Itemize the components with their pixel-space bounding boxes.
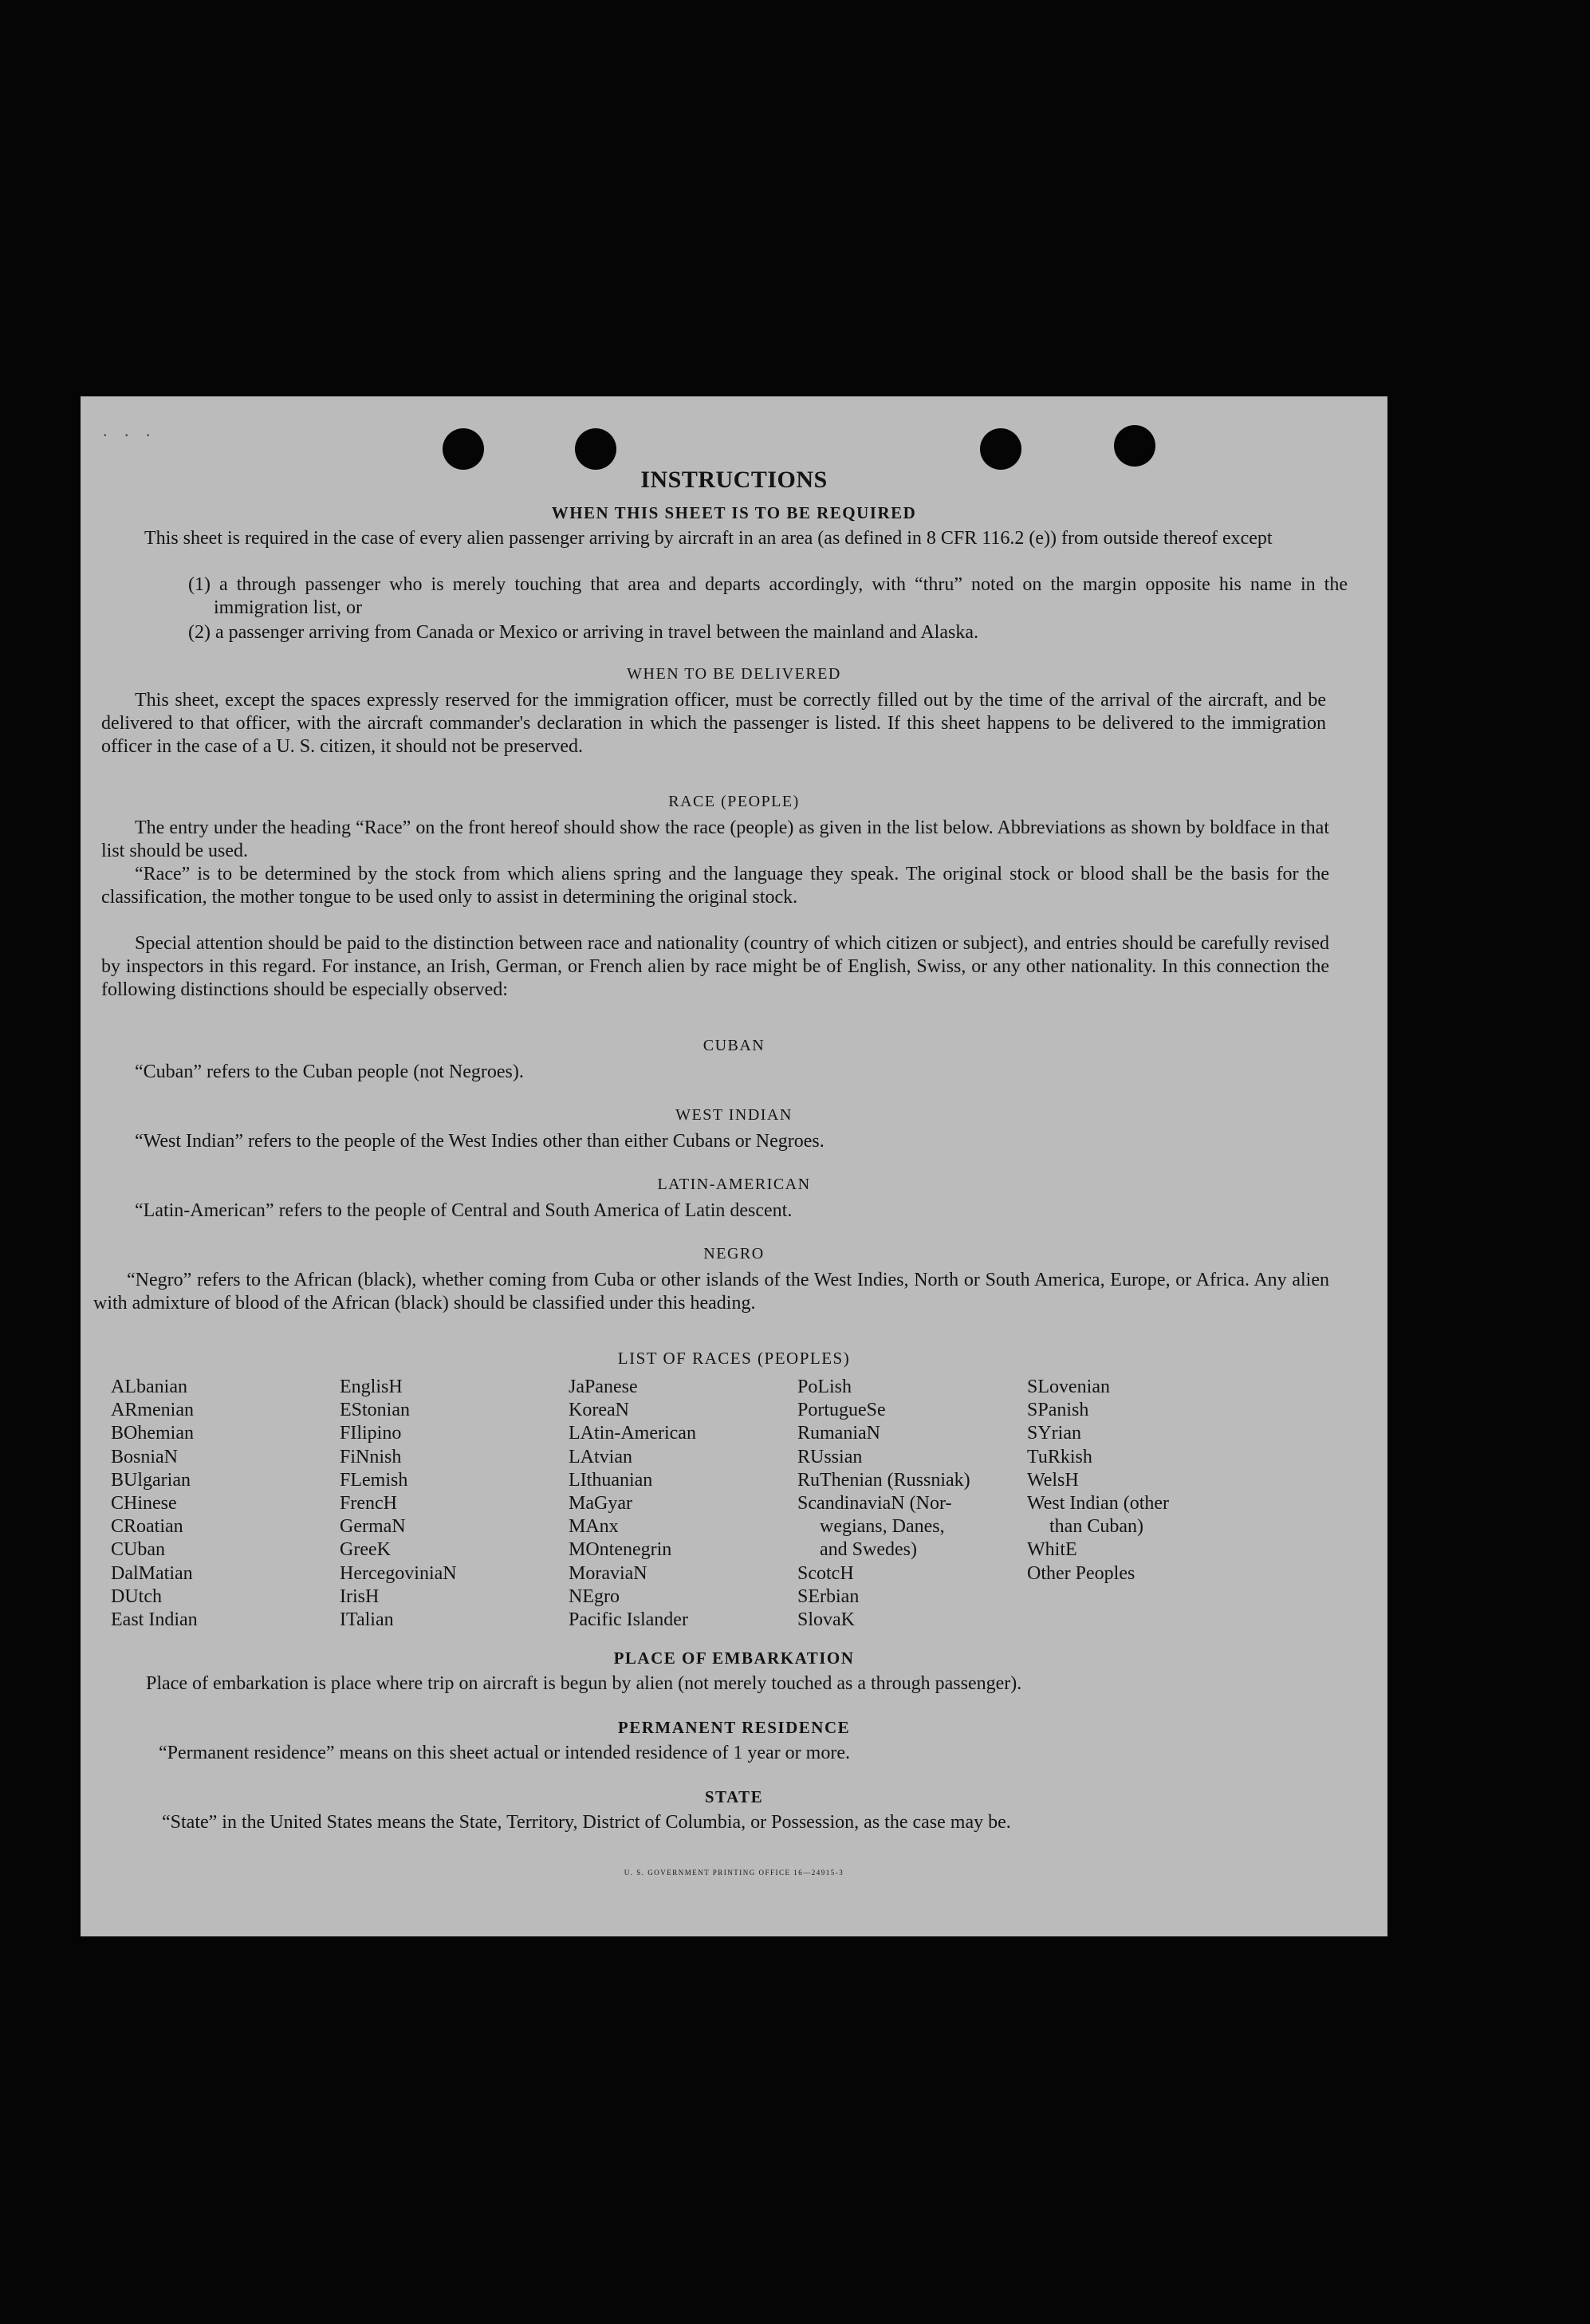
punch-hole <box>1114 425 1155 467</box>
west-indian-text: “West Indian” refers to the people of the West Indies other than either Cubans or Negroes. <box>135 1131 825 1152</box>
race-entry: FiNnish <box>340 1446 402 1467</box>
race-entry: PortugueSe <box>797 1400 886 1421</box>
race-entry: ScandinaviaN (Nor- <box>797 1493 952 1515</box>
race-entry: FIlipino <box>340 1423 402 1444</box>
negro-text: “Negro” refers to the African (black), whether coming from Cuba or other islands of the West Indies, North or South America, Europe, or Africa. Any alien with admixture of blood of the African (black) should be classified under this heading. <box>93 1270 1329 1314</box>
race-entry: wegians, Danes, <box>820 1516 945 1538</box>
race-entry: MAnx <box>569 1516 619 1538</box>
race-entry: DalMatian <box>111 1562 193 1584</box>
race-entry: RuThenian (Russniak) <box>797 1469 970 1491</box>
required-item-2-text: (2) a passenger arriving from Canada or Mexico or arriving in travel between the mainland and Alaska. <box>188 622 978 643</box>
race-entry: SlovaK <box>797 1609 855 1631</box>
race-entry: FLemish <box>340 1469 408 1491</box>
race-paragraph-2: “Race” is to be determined by the stock from which aliens spring and the language they speak. The original stock or blood shall be the basis for the classification, the mother tongue to be used only to assist in determining the original stock. <box>101 864 1329 908</box>
section-heading-delivered: WHEN TO BE DELIVERED <box>627 665 841 683</box>
race-entry: GermaN <box>340 1516 406 1538</box>
race-entry: RumaniaN <box>797 1423 880 1444</box>
race-entry: LIthuanian <box>569 1469 653 1491</box>
race-entry: MOntenegrin <box>569 1539 672 1561</box>
section-heading-residence: PERMANENT RESIDENCE <box>617 1718 851 1737</box>
race-entry: RUssian <box>797 1446 863 1467</box>
race-entry: TuRkish <box>1027 1446 1092 1467</box>
cuban-text: “Cuban” refers to the Cuban people (not Negroes). <box>135 1062 524 1082</box>
printing-office-footer: U. S. GOVERNMENT PRINTING OFFICE 16—24915-3 <box>624 1869 844 1877</box>
race-entry: CHinese <box>111 1493 177 1515</box>
required-item-1-text: (1) a through passenger who is merely touching that area and departs accordingly, with “thru” noted on the margin opposite his name in the immigration list, or <box>188 574 1348 618</box>
punch-hole <box>443 428 484 470</box>
page-title: INSTRUCTIONS <box>640 467 828 493</box>
race-entry: KoreaN <box>569 1400 629 1421</box>
race-entry: SPanish <box>1027 1400 1089 1421</box>
punch-hole <box>575 428 616 470</box>
race-entry: JaPanese <box>569 1377 638 1397</box>
race-entry: and Swedes) <box>820 1539 917 1561</box>
section-heading-negro: NEGRO <box>703 1245 765 1262</box>
race-entry: BosniaN <box>111 1446 178 1467</box>
section-heading-cuban: CUBAN <box>703 1037 765 1054</box>
race-entry: Other Peoples <box>1027 1562 1135 1584</box>
race-entry: EStonian <box>340 1400 410 1421</box>
delivered-text: This sheet, except the spaces expressly reserved for the immigration officer, must be correctly filled out by the time of the arrival of the aircraft, and be delivered to that officer, with the aircraft commander's declaration in which the passenger is listed. If this sheet happens to be delivered to the immigration officer in the case of a U. S. citizen, it should not be preserved. <box>101 690 1326 757</box>
race-entry: CUban <box>111 1539 165 1561</box>
race-entry: EnglisH <box>340 1377 403 1397</box>
race-column-1 <box>111 1376 198 1632</box>
section-heading-required: WHEN THIS SHEET IS TO BE REQUIRED <box>551 503 917 522</box>
latin-american-text: “Latin-American” refers to the people of Central and South America of Latin descent. <box>135 1200 793 1221</box>
section-heading-latin-american: LATIN-AMERICAN <box>657 1176 811 1193</box>
race-column-5 <box>1027 1376 1169 1585</box>
required-item-1 <box>188 573 1348 620</box>
race-entry: than Cuban) <box>1049 1516 1143 1538</box>
race-entry: BUlgarian <box>111 1469 191 1491</box>
race-entry: BOhemian <box>111 1423 194 1444</box>
residence-text: “Permanent residence” means on this sheet actual or intended residence of 1 year or more. <box>159 1743 850 1763</box>
race-entry: GreeK <box>340 1539 391 1561</box>
race-entry: MaGyar <box>569 1493 632 1515</box>
race-entry: LAtvian <box>569 1446 632 1467</box>
race-entry: MoraviaN <box>569 1562 647 1584</box>
race-entry: ScotcH <box>797 1562 854 1584</box>
section-heading-race: RACE (PEOPLE) <box>668 793 800 810</box>
race-entry: ALbanian <box>111 1377 187 1397</box>
section-heading-west-indian: WEST INDIAN <box>675 1106 793 1124</box>
race-entry: IrisH <box>340 1585 380 1607</box>
required-item-2 <box>188 621 1348 644</box>
state-text: “State” in the United States means the State, Territory, District of Columbia, or Possession, as the case may be. <box>162 1812 1011 1833</box>
race-entry: SErbian <box>797 1585 860 1607</box>
race-entry: WhitE <box>1027 1539 1077 1561</box>
required-text: This sheet is required in the case of every alien passenger arriving by aircraft in an area (as defined in 8 CFR 116.2 (e)) from outside thereof except <box>144 528 1273 549</box>
embarkation-text: Place of embarkation is place where trip on aircraft is begun by alien (not merely touched as a through passenger). <box>146 1673 1022 1694</box>
race-paragraph-1: The entry under the heading “Race” on the front hereof should show the race (people) as given in the list below. Abbreviations as shown by boldface in that list should be used. <box>101 817 1329 861</box>
section-heading-state: STATE <box>704 1787 764 1806</box>
race-entry: CRoatian <box>111 1516 183 1538</box>
section-heading-embarkation: PLACE OF EMBARKATION <box>613 1648 855 1668</box>
race-entry: Pacific Islander <box>569 1609 688 1631</box>
race-entry: FrencH <box>340 1493 397 1515</box>
race-entry: SLovenian <box>1027 1377 1110 1397</box>
race-column-4 <box>797 1376 970 1632</box>
race-entry: SYrian <box>1027 1423 1081 1444</box>
race-entry: West Indian (other <box>1027 1493 1170 1515</box>
section-heading-races: LIST OF RACES (PEOPLES) <box>617 1349 851 1368</box>
race-column-2 <box>340 1376 457 1632</box>
punch-hole <box>980 428 1021 470</box>
race-entry: East Indian <box>111 1609 198 1631</box>
race-entry: DUtch <box>111 1585 162 1607</box>
race-entry: NEgro <box>569 1585 620 1607</box>
race-entry: LAtin-American <box>569 1423 696 1444</box>
race-entry: ARmenian <box>111 1400 194 1421</box>
race-paragraph-3: Special attention should be paid to the distinction between race and nationality (country of which citizen or subject), and entries should be carefully revised by inspectors in this regard. For instance, an Irish, German, or French alien by race might be of English, Swiss, or any other nationality. In this connection the following distinctions should be especially observed: <box>101 933 1329 1000</box>
race-entry: HercegoviniaN <box>340 1562 457 1584</box>
race-entry: ITalian <box>340 1609 394 1631</box>
race-column-3 <box>569 1376 696 1632</box>
document-sheet <box>81 396 1387 1936</box>
race-entry: WelsH <box>1027 1469 1079 1491</box>
race-entry: PoLish <box>797 1377 852 1397</box>
print-specks: . . . <box>103 420 157 440</box>
